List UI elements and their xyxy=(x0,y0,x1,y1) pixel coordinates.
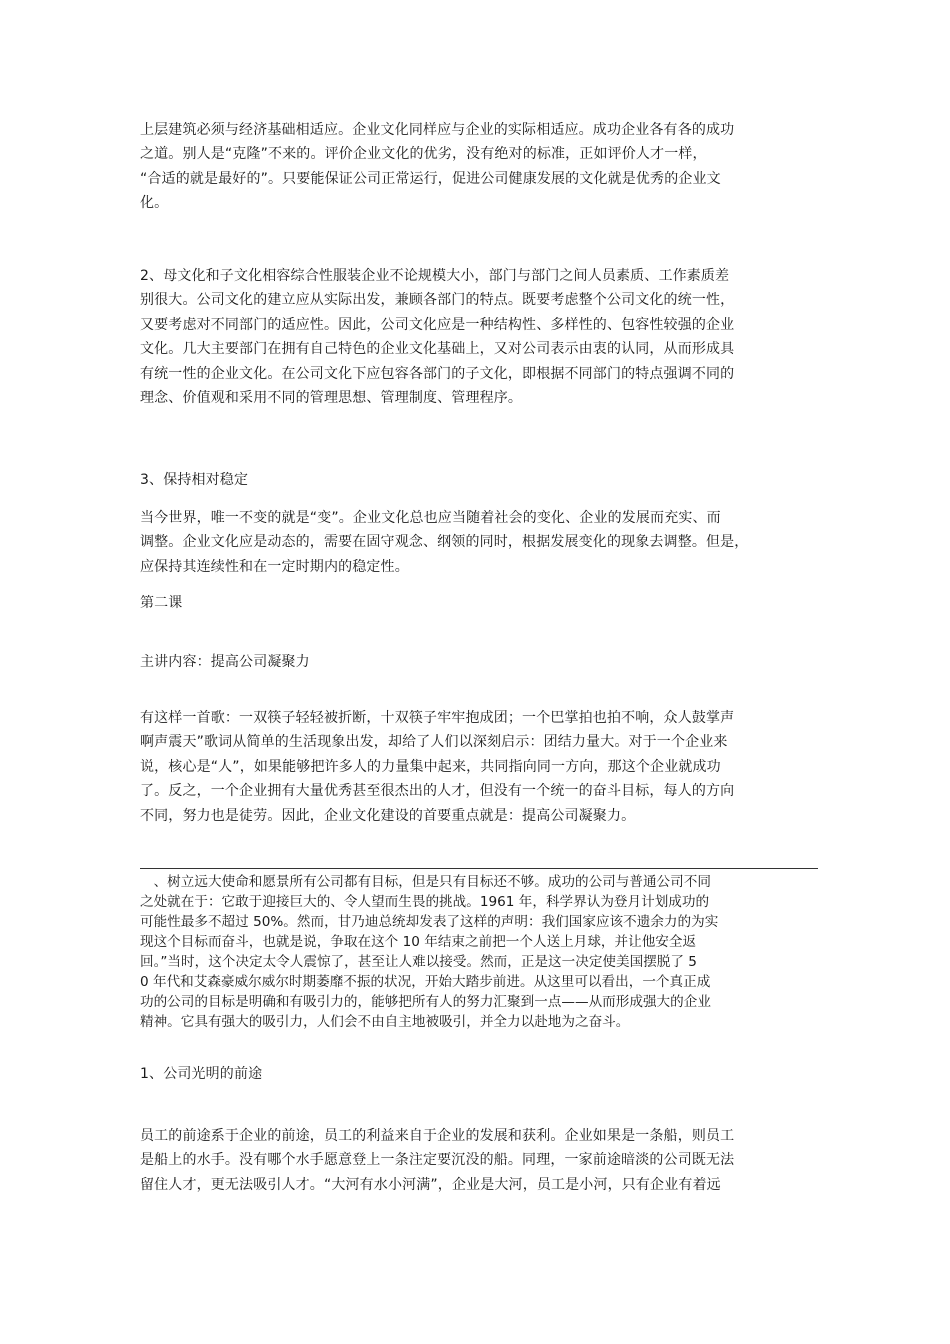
text-line: 有这样一首歌：一双筷子轻轻被折断，十双筷子牢牢抱成团；一个巴掌拍也拍不响，众人鼓掌声 xyxy=(140,710,735,726)
paragraph-parent-subculture xyxy=(140,264,820,410)
horizontal-rule xyxy=(140,868,818,869)
text-line: 文化。几大主要部门在拥有自己特色的企业文化基础上，又对公司表示由衷的认同，从而形成具 xyxy=(140,341,735,358)
text-line: 别很大。公司文化的建立应从实际出发，兼顾各部门的特点。既要考虑整个公司文化的统一性， xyxy=(140,292,735,309)
text-line: 不同，努力也是徒劳。因此，企业文化建设的首要重点就是：提高公司凝聚力。 xyxy=(140,807,636,824)
paragraph-mission-vision xyxy=(140,872,820,1032)
text-line: 2、母文化和子文化相容综合性服装企业不论规模大小，部门与部门之间人员素质、工作素质差 xyxy=(140,268,730,284)
section-heading-bright-future xyxy=(140,1062,820,1086)
paragraph-stability xyxy=(140,506,820,579)
text-line: 啊声震天”歌词从简单的生活现象出发，却给了人们以深刻启示：团结力量大。对于一个企业来 xyxy=(140,734,728,751)
text-line: 主讲内容：提高公司凝聚力 xyxy=(140,654,310,670)
section-heading-stability xyxy=(140,468,820,492)
text-line: 上层建筑必须与经济基础相适应。企业文化同样应与企业的实际相适应。成功企业各有各的成功 xyxy=(140,122,735,138)
text-line: 、树立远大使命和愿景所有公司都有目标，但是只有目标还不够。成功的公司与普通公司不同 xyxy=(140,874,711,890)
text-line: 回。”当时，这个决定太令人震惊了，甚至让人难以接受。然而，正是这一决定使美国摆脱了 5 xyxy=(140,954,697,970)
text-line: 当今世界，唯一不变的就是“变”。企业文化总也应当随着社会的变化、企业的发展而充实、而 xyxy=(140,510,721,526)
paragraph-chopsticks-song xyxy=(140,706,820,828)
text-line: 理念、价值观和采用不同的管理思想、管理制度、管理程序。 xyxy=(140,390,523,407)
lecture-topic xyxy=(140,650,820,674)
text-line: “合适的就是最好的”。只要能保证公司正常运行，促进公司健康发展的文化就是优秀的企业文 xyxy=(140,170,721,187)
text-line: 化。 xyxy=(140,195,169,212)
text-line: 调整。企业文化应是动态的，需要在固守观念、纲领的同时，根据发展变化的现象去调整。但是， xyxy=(140,534,749,551)
text-line: 第二课 xyxy=(140,595,183,611)
text-line: 应保持其连续性和在一定时期内的稳定性。 xyxy=(140,558,409,575)
paragraph-culture-fit xyxy=(140,118,820,216)
text-line: 说，核心是“人”，如果能够把许多人的力量集中起来，共同指向同一方向，那这个企业就成功 xyxy=(140,758,721,775)
text-line: 了。反之，一个企业拥有大量优秀甚至很杰出的人才，但没有一个统一的奋斗目标，每人的方向 xyxy=(140,783,735,800)
text-line: 留住人才，更无法吸引人才。“大河有水小河满”，企业是大河，员工是小河，只有企业有着远 xyxy=(140,1176,721,1193)
text-line: 员工的前途系于企业的前途，员工的利益来自于企业的发展和获利。企业如果是一条船，则员工 xyxy=(140,1128,735,1144)
text-line: 0 年代和艾森豪威尔威尔时期萎靡不振的状况，开始大踏步前进。从这里可以看出，一个真正成 xyxy=(140,974,711,990)
text-line: 功的公司的目标是明确和有吸引力的，能够把所有人的努力汇聚到一点——从而形成强大的企业 xyxy=(140,994,711,1010)
text-line: 可能性最多不超过 50%。然而，甘乃迪总统却发表了这样的声明：我们国家应该不遗余力的为实 xyxy=(140,914,719,930)
text-line: 之处就在于：它敢于迎接巨大的、令人望而生畏的挑战。1961 年，科学界认为登月计划成功的 xyxy=(140,894,710,910)
text-line: 1、公司光明的前途 xyxy=(140,1066,263,1082)
text-line: 3、保持相对稳定 xyxy=(140,472,249,488)
text-line: 现这个目标而奋斗，也就是说，争取在这个 10 年结束之前把一个人送上月球，并让他安全返 xyxy=(140,934,697,950)
text-line: 有统一性的企业文化。在公司文化下应包容各部门的子文化，即根据不同部门的特点强调不同的 xyxy=(140,365,735,382)
lesson-title xyxy=(140,591,820,615)
paragraph-employee-future xyxy=(140,1124,820,1197)
text-line: 又要考虑对不同部门的适应性。因此，公司文化应是一种结构性、多样性的、包容性较强的企业 xyxy=(140,316,735,333)
text-line: 精神。它具有强大的吸引力，人们会不由自主地被吸引，并全力以赴地为之奋斗。 xyxy=(140,1014,630,1030)
text-line: 之道。别人是“克隆”不来的。评价企业文化的优劣，没有绝对的标准，正如评价人才一样， xyxy=(140,146,707,163)
text-line: 是船上的水手。没有哪个水手愿意登上一条注定要沉没的船。同理，一家前途暗淡的公司既无法 xyxy=(140,1152,735,1169)
